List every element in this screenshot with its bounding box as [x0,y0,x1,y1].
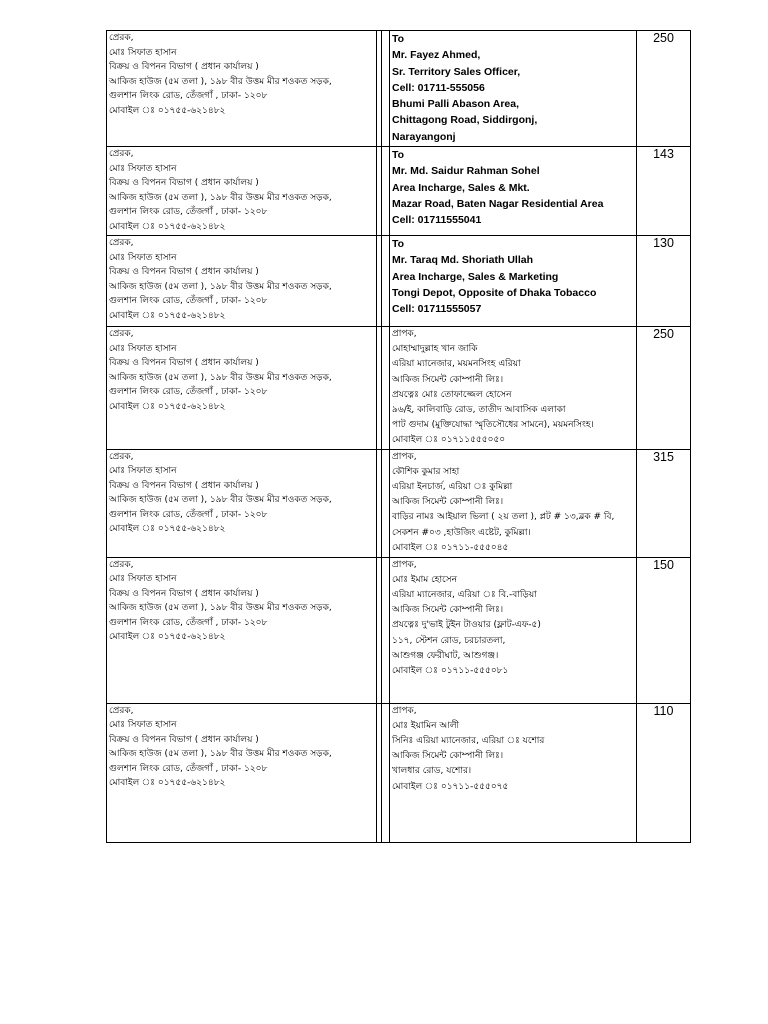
sender-address-line: আকিজ হাউজ (৫ম তলা ), ১৯৮ বীর উত্তম মীর শওকত সড়ক, [109,76,332,87]
sender-name: মোঃ সিফাত হাসান [109,574,177,585]
recipient-line: মোবাইল ঃ ০১৭১১-৫৫৫০৪৫ [392,542,509,553]
recipient-heading: প্রাপক, [392,559,417,570]
recipient-line: মোবাইল ঃ ০১৭১১-৫৫৫০৮১ [392,666,509,677]
spacer-column [382,327,390,450]
sender-mobile: মোবাইল ঃ ০১৭৫৫-৬২১৪৮২ [109,524,226,535]
quantity-cell: 315 [637,449,691,557]
sender-name: মোঃ সিফাত হাসান [109,466,177,477]
table-row [107,703,691,842]
recipient-line: আকিজ সিমেন্ট কোম্পানী লিঃ। [392,751,504,762]
sender-address-line: গুলশান লিংক রোড, তেঁজগাঁ , ঢাকা- ১২০৮ [109,207,268,217]
sender-heading: প্রেরক, [109,451,134,462]
sender-address-line: গুলশান লিংক রোড, তেঁজগাঁ , ঢাকা- ১২০৮ [109,509,268,520]
sender-name: মোঃ সিফাত হাসান [109,163,177,174]
sender-department: বিক্রয় ও বিপনন বিভাগ ( প্রধান কার্যালয় ) [109,358,259,368]
table-row [107,31,691,147]
sender-address-line: আকিজ হাউজ (৫ম তলা ), ১৯৮ বীর উত্তম মীর শওকত সড়ক, [109,281,332,292]
recipient-line: প্রযত্নেঃ মোঃ তোফাজ্জেল হোসেন [392,389,512,400]
recipient-cell [390,449,637,557]
quantity-cell: 250 [637,31,691,147]
sender-cell [107,31,377,147]
recipient-cell [390,327,637,450]
recipient-line: Mr. Fayez Ahmed, [392,49,481,62]
ledger-body [107,31,691,843]
sender-department: বিক্রয় ও বিপনন বিভাগ ( প্রধান কার্যালয় ) [109,588,259,599]
sender-heading: প্রেরক, [109,559,134,570]
recipient-line: Narayangonj [392,130,456,143]
recipient-line: আকিজ সিমেন্ট কোম্পানী লিঃ। [392,605,504,616]
sender-heading: প্রেরক, [109,705,134,716]
recipient-heading: প্রাপক, [392,329,417,339]
sender-department: বিক্রয় ও বিপনন বিভাগ ( প্রধান কার্যালয় ) [109,480,259,491]
table-row [107,327,691,450]
recipient-line: মোঃ ইয়ামিন আলী [392,720,460,731]
recipient-heading: To [392,149,405,161]
recipient-cell [390,703,637,842]
sender-heading: প্রেরক, [109,33,134,43]
recipient-line: খালধার রোড, যশোর। [392,766,472,777]
address-label-table [106,30,691,843]
sender-address-line: গুলশান লিংক রোড, তেঁজগাঁ , ঢাকা- ১২০৮ [109,387,268,397]
quantity-cell: 250 [637,327,691,450]
recipient-line: Area Incharge, Sales & Mkt. [392,181,530,194]
sender-mobile: মোবাইল ঃ ০১৭৫৫-৬২১৪৮২ [109,221,226,232]
recipient-line: মোবাইল ঃ ০১৭১১৫৫৫০৫০ [392,435,506,446]
table-row [107,236,691,327]
recipient-line: মোঃ ইমাম হোসেন [392,574,457,585]
sender-mobile: মোবাইল ঃ ০১৭৫৫-৬২১৪৮২ [109,310,226,321]
sender-heading: প্রেরক, [109,238,134,248]
recipient-line: Cell: 01711555041 [392,214,482,227]
sender-cell [107,327,377,450]
sender-address-line: আকিজ হাউজ (৫ম তলা ), ১৯৮ বীর উত্তম মীর শওকত সড়ক, [109,495,332,506]
recipient-line: ৯৬/ই, কালিবাড়ি রোড, তাতীদ আবাসিক এলাকা [392,405,566,416]
recipient-line: কৌশিক কুমার সাহা [392,466,460,477]
sender-name: মোঃ সিফাত হাসান [109,47,177,58]
recipient-line: প্রযত্নেঃ দু'ভাই টুইন টাওয়ার (ফ্লাট-এফ-৫) [392,620,541,631]
sender-name: মোঃ সিফাত হাসান [109,720,177,731]
recipient-cell [390,557,637,703]
recipient-line: পাট গুদাম (মুক্তিযোদ্ধা স্মৃতিসৌধের সামনে), ময়মনসিংহ। [392,420,594,431]
sender-heading: প্রেরক, [109,149,134,159]
sender-name: মোঃ সিফাত হাসান [109,252,177,263]
sender-address-line: আকিজ হাউজ (৫ম তলা ), ১৯৮ বীর উত্তম মীর শওকত সড়ক, [109,372,332,383]
sender-cell [107,703,377,842]
sender-address-line: আকিজ হাউজ (৫ম তলা ), ১৯৮ বীর উত্তম মীর শওকত সড়ক, [109,192,332,203]
recipient-heading: প্রাপক, [392,451,417,462]
quantity-cell: 130 [637,236,691,327]
recipient-line: ১১৭, স্টেশন রোড, চরচারতলা, [392,635,506,646]
table-row [107,557,691,703]
sender-department: বিক্রয় ও বিপনন বিভাগ ( প্রধান কার্যালয় ) [109,267,259,277]
recipient-line: এরিয়া ইনচার্জ, এরিয়া ঃ কুমিল্লা [392,482,513,493]
table-row [107,147,691,236]
spacer-column [382,31,390,147]
recipient-line: এরিয়া ম্যানেজার, এরিয়া ঃ বি.-বাড়িয়া [392,590,537,601]
sender-heading: প্রেরক, [109,329,134,339]
spacer-column [382,449,390,557]
recipient-cell [390,147,637,236]
recipient-line: এরিয়া ম্যানেজার, ময়মনসিংহ এরিয়া [392,359,521,370]
sender-cell [107,557,377,703]
spacer-column [382,557,390,703]
recipient-cell [390,236,637,327]
recipient-line: Tongi Depot, Opposite of Dhaka Tobacco [392,286,597,299]
recipient-line: Sr. Territory Sales Officer, [392,65,521,78]
sender-mobile: মোবাইল ঃ ০১৭৫৫-৬২১৪৮২ [109,632,226,643]
table-row [107,449,691,557]
recipient-line: আশুগঞ্জ ফেরীঘাট, আশুগঞ্জ। [392,650,499,661]
sender-mobile: মোবাইল ঃ ০১৭৫৫-৬২১৪৮২ [109,778,226,789]
recipient-line: Mazar Road, Baten Nagar Residential Area [392,197,604,210]
sender-cell [107,449,377,557]
recipient-line: Cell: 01711-555056 [392,81,485,94]
recipient-line: Cell: 01711555057 [392,303,482,316]
spacer-column [382,147,390,236]
sender-address-line: গুলশান লিংক রোড, তেঁজগাঁ , ঢাকা- ১২০৮ [109,763,268,774]
quantity-cell: 150 [637,557,691,703]
sender-address-line: গুলশান লিংক রোড, তেঁজগাঁ , ঢাকা- ১২০৮ [109,296,268,306]
sender-department: বিক্রয় ও বিপনন বিভাগ ( প্রধান কার্যালয় ) [109,734,259,745]
sender-address-line: আকিজ হাউজ (৫ম তলা ), ১৯৮ বীর উত্তম মীর শওকত সড়ক, [109,749,332,760]
recipient-line: Mr. Taraq Md. Shoriath Ullah [392,254,533,267]
recipient-line: Mr. Md. Saidur Rahman Sohel [392,165,540,178]
quantity-cell: 110 [637,703,691,842]
sender-cell [107,236,377,327]
sender-department: বিক্রয় ও বিপনন বিভাগ ( প্রধান কার্যালয় ) [109,178,259,188]
sender-address-line: আকিজ হাউজ (৫ম তলা ), ১৯৮ বীর উত্তম মীর শওকত সড়ক, [109,603,332,614]
sender-address-line: গুলশান লিংক রোড, তেঁজগাঁ , ঢাকা- ১২০৮ [109,91,268,101]
recipient-line: Chittagong Road, Siddirgonj, [392,114,538,127]
recipient-line: আকিজ সিমেন্ট কোম্পানী লিঃ। [392,374,504,385]
recipient-line: মোবাইল ঃ ০১৭১১-৫৫৫০৭৫ [392,781,509,792]
recipient-cell [390,31,637,147]
sender-mobile: মোবাইল ঃ ০১৭৫৫-৬২১৪৮২ [109,401,226,412]
recipient-line: Bhumi Palli Abason Area, [392,98,519,111]
recipient-line: আকিজ সিমেন্ট কোম্পানী লিঃ। [392,497,504,508]
spacer-column [382,236,390,327]
recipient-heading: To [392,238,405,250]
recipient-line: সিনিঃ এরিয়া ম্যানেজার, এরিয়া ঃ যশোর [392,736,545,747]
sender-mobile: মোবাইল ঃ ০১৭৫৫-৬২১৪৮২ [109,105,226,116]
recipient-line: সেকশন #০৩ ,হাউজিং এষ্টেট, কুমিল্লা। [392,527,531,538]
sender-department: বিক্রয় ও বিপনন বিভাগ ( প্রধান কার্যালয় ) [109,62,259,72]
recipient-heading: To [392,33,405,45]
recipient-line: মোহাম্মাদুল্লাহ খান জাকি [392,344,478,355]
quantity-cell: 143 [637,147,691,236]
recipient-heading: প্রাপক, [392,705,417,716]
sender-address-line: গুলশান লিংক রোড, তেঁজগাঁ , ঢাকা- ১২০৮ [109,617,268,628]
recipient-line: Area Incharge, Sales & Marketing [392,270,559,283]
sender-name: মোঃ সিফাত হাসান [109,343,177,354]
spacer-column [382,703,390,842]
sender-cell [107,147,377,236]
recipient-line: বাড়ির নামঃ আইয়াল ভিলা ( ২য় তলা ), প্লট # ১৩,ব্লক # বি, [392,512,615,523]
